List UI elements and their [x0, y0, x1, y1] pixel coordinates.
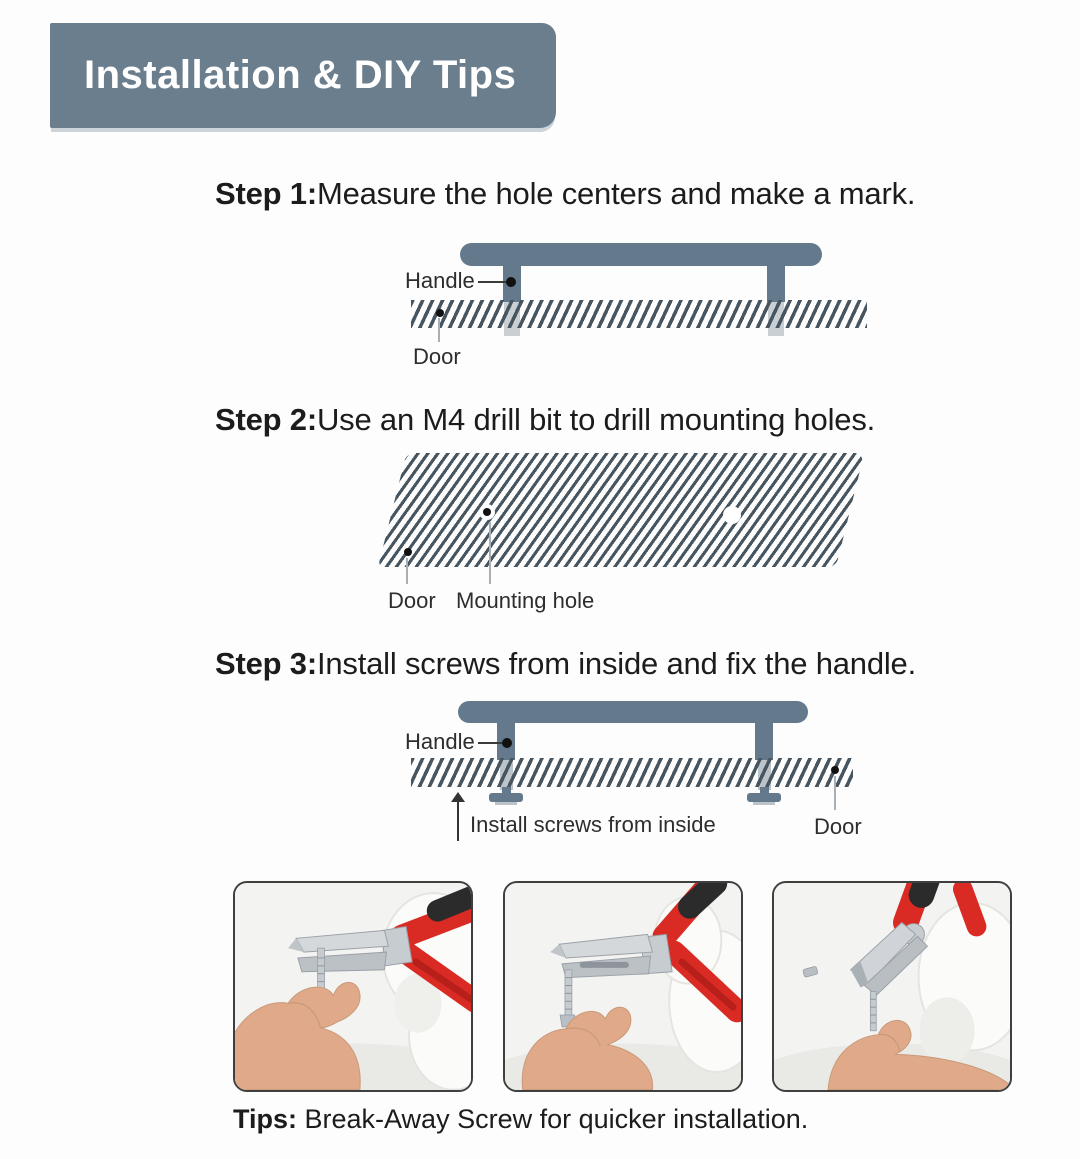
step-3-prefix: Step 3:: [215, 646, 317, 681]
pliers-screw-photo-2: [505, 883, 741, 1090]
door-panel-hatched: [378, 453, 864, 567]
door-label-2: Door: [388, 588, 436, 613]
photo-break-away-screw-1: [233, 881, 473, 1092]
step-2-heading: [215, 402, 875, 438]
handle-label-3: Handle: [405, 729, 475, 754]
screw-head-right: [747, 793, 781, 802]
door-dot-2: [404, 548, 412, 556]
pliers-screw-photo-3: [774, 883, 1010, 1090]
photo-break-away-screw-3: [772, 881, 1012, 1092]
screw-head-edge-left: [495, 802, 517, 805]
handle-label-1: Handle: [405, 268, 475, 293]
door-leader-2: [406, 558, 408, 584]
door-dot-1: [436, 309, 444, 317]
screw-head-left: [489, 793, 523, 802]
tips-prefix: Tips:: [233, 1104, 298, 1134]
door-label-1: Door: [413, 344, 461, 369]
glove: [919, 903, 1010, 1064]
step-1-prefix: Step 1:: [215, 176, 317, 211]
handle-post-right-3: [755, 718, 773, 760]
step-3-text: Install screws from inside and fix the handle.: [316, 646, 917, 681]
door-label-3: Door: [814, 814, 862, 839]
door-cross-section-1: [411, 300, 867, 328]
door-leader-1: [438, 318, 440, 342]
mounting-hole-center-dot: [483, 508, 491, 516]
step-1-text: Measure the hole centers and make a mark.: [316, 176, 916, 211]
handle-dot-3: [502, 738, 512, 748]
door-leader-3: [834, 776, 836, 810]
handle-dot-1: [506, 277, 516, 287]
mounting-hole-large: [723, 506, 741, 524]
install-screws-label: Install screws from inside: [470, 812, 716, 837]
step-3-heading: [215, 646, 916, 682]
screw: [870, 991, 876, 1030]
mounting-hole-label: Mounting hole: [456, 588, 595, 613]
step-2-prefix: Step 2:: [215, 402, 317, 437]
door-dot-3: [831, 766, 839, 774]
step-2-text: Use an M4 drill bit to drill mounting holes.: [316, 402, 876, 437]
tips-line: [233, 1104, 808, 1135]
header-banner: [50, 23, 556, 128]
photo-break-away-screw-2: [503, 881, 743, 1092]
mounting-hole-leader: [489, 522, 491, 584]
screw-head-edge-right: [753, 802, 775, 805]
up-arrow-line: [457, 801, 459, 841]
page-title: Installation & DIY Tips: [84, 53, 517, 97]
pliers-screw-photo-1: [235, 883, 471, 1090]
door-cross-section-3: [411, 758, 853, 787]
tips-text: Break-Away Screw for quicker installation.: [297, 1104, 809, 1134]
step-1-heading: [215, 176, 915, 212]
handle-post-right-1: [767, 260, 785, 302]
